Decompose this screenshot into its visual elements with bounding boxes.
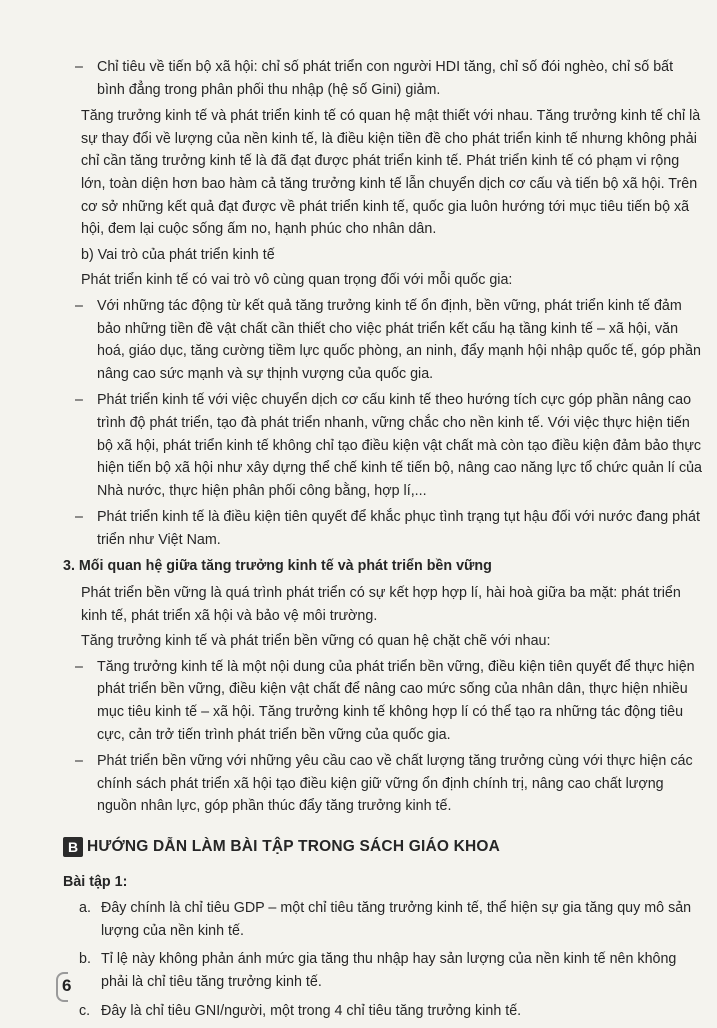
- dash-symbol: –: [75, 509, 83, 526]
- paragraph-text: Phát triển bền vững với những yêu cầu cao về chất lượng tăng trưởng cùng với thực hiện các chính sách phát triển xã hội tạo điều kiện giữ vững ổn định chính trị, nâng cao chất lượng nguồn nhân lực, góp phần thúc đẩy tăng trưởng kinh tế.: [97, 753, 693, 815]
- dash-item: [73, 389, 703, 502]
- exercise-item: [73, 1000, 703, 1023]
- dash-symbol: –: [75, 753, 83, 770]
- item-letter: b.: [79, 951, 91, 968]
- exercise-item: [73, 897, 703, 942]
- paragraph: Phát triển kinh tế có vai trò vô cùng quan trọng đối với mỗi quốc gia:: [81, 272, 513, 289]
- dash-symbol: –: [75, 59, 83, 75]
- dash-symbol: –: [75, 658, 83, 675]
- item-letter: c.: [79, 1002, 91, 1019]
- paragraph: Tăng trưởng kinh tế và phát triển bền vững có quan hệ chặt chẽ với nhau:: [81, 633, 551, 650]
- exercise-title: Bài tập 1:: [63, 873, 128, 890]
- dash-item: [73, 656, 703, 746]
- page-number-bracket: [56, 972, 68, 1002]
- paragraph-text: Phát triển kinh tế là điều kiện tiên quyết để khắc phục tình trạng tụt hậu đối với nước đang phát triển như Việt Nam.: [97, 509, 700, 548]
- dash-item: [73, 750, 703, 818]
- paragraph-text: Với những tác động từ kết quả tăng trưởng kinh tế ổn định, bền vững, phát triển kinh tế đảm bảo những tiền đề vật chất cần thiết cho việc phát triển kết cấu hạ tầng kinh tế – xã hội, văn hoá, giáo dục, tăng cường tiềm lực quốc phòng, an ninh, đẩy mạnh hội nhập quốc tế, góp phần nâng cao sức mạnh và sự thịnh vượng của quốc gia.: [97, 297, 701, 382]
- dash-item: [73, 56, 703, 101]
- subheading-b: b) Vai trò của phát triển kinh tế: [81, 246, 275, 263]
- paragraph-text: Tăng trưởng kinh tế là một nội dung của phát triển bền vững, điều kiện tiên quyết để thực hiện phát triển bền vững, điều kiện vật chất để nâng cao mức sống của nhân dân, thực hiện nhiều mục tiêu kinh tế – xã hội. Tăng trưởng kinh tế không hợp lí có thể tạo ra những tác động tiêu cực, cản trở tiến trình phát triển bền vững của quốc gia.: [97, 658, 695, 743]
- section-b-heading: [63, 836, 703, 859]
- section-title: HƯỚNG DẪN LÀM BÀI TẬP TRONG SÁCH GIÁO KHOA: [87, 838, 501, 855]
- section-badge: B: [63, 837, 83, 857]
- paragraph: Tăng trưởng kinh tế và phát triển kinh tế có quan hệ mật thiết với nhau. Tăng trưởng kinh tế chỉ là sự thay đổi về lượng của nền kinh tế, là điều kiện tiền đề cho phát triển kinh tế nhưng không phải chỉ cần tăng trưởng kinh tế là đã đạt được phát triển kinh tế. Phát triển kinh tế có phạm vi rộng lớn, toàn diện hơn bao hàm cả tăng trưởng kinh tế lẫn chuyển dịch cơ cấu và tiến bộ xã hội. Trên cơ sở những kết quả đạt được về phát triển kinh tế, quốc gia luôn hướng tới mục tiêu tiến bộ xã hội, đem lại cuộc sống ấm no, hạnh phúc cho nhân dân.: [81, 108, 701, 238]
- page-number-text: 6: [62, 976, 72, 995]
- dash-item: [73, 506, 703, 551]
- page-content: [63, 56, 703, 1028]
- item-letter: a.: [79, 900, 91, 917]
- dash-symbol: –: [75, 297, 83, 314]
- item-text: Đây chính là chỉ tiêu GDP – một chỉ tiêu tăng trưởng kinh tế, thể hiện sự gia tăng quy mô sản lượng của nền kinh tế.: [101, 900, 692, 939]
- item-text: Tỉ lệ này không phản ánh mức gia tăng thu nhập hay sản lượng của nền kinh tế nên không phải là chỉ tiêu tăng trưởng kinh tế.: [101, 951, 677, 990]
- paragraph: Phát triển bền vững là quá trình phát triển có sự kết hợp hợp lí, hài hoà giữa ba mặt: phát triển kinh tế, phát triển xã hội và bảo vệ môi trường.: [81, 585, 681, 624]
- paragraph-text: Phát triển kinh tế với việc chuyển dịch cơ cấu kinh tế theo hướng tích cực góp phần nâng cao trình độ phát triển, tạo đà phát triển nhanh, vững chắc cho nền kinh tế. Với việc thực hiện tiến bộ xã hội, phát triển kinh tế không chỉ tạo điều kiện vật chất mà còn tạo điều kiện đảm bảo thực hiện tiến bộ xã hội như xây dựng thể chế kinh tế tiến bộ, nâng cao năng lực tổ chức quản lí của Nhà nước, thực hiện phân phối công bằng, hợp lí,...: [97, 392, 702, 499]
- dash-symbol: –: [75, 392, 83, 409]
- item-text: Đây là chỉ tiêu GNI/người, một trong 4 chỉ tiêu tăng trưởng kinh tế.: [101, 1002, 522, 1019]
- paragraph-text: Chỉ tiêu về tiến bộ xã hội: chỉ số phát triển con người HDI tăng, chỉ số đói nghèo, chỉ số bất bình đẳng trong phân phối thu nhập (hệ số Gini) giảm.: [97, 59, 674, 98]
- section-3-heading: 3. Mối quan hệ giữa tăng trưởng kinh tế và phát triển bền vững: [63, 558, 492, 575]
- dash-item: [73, 295, 703, 385]
- page-number: [62, 976, 71, 996]
- exercise-item: [73, 948, 703, 993]
